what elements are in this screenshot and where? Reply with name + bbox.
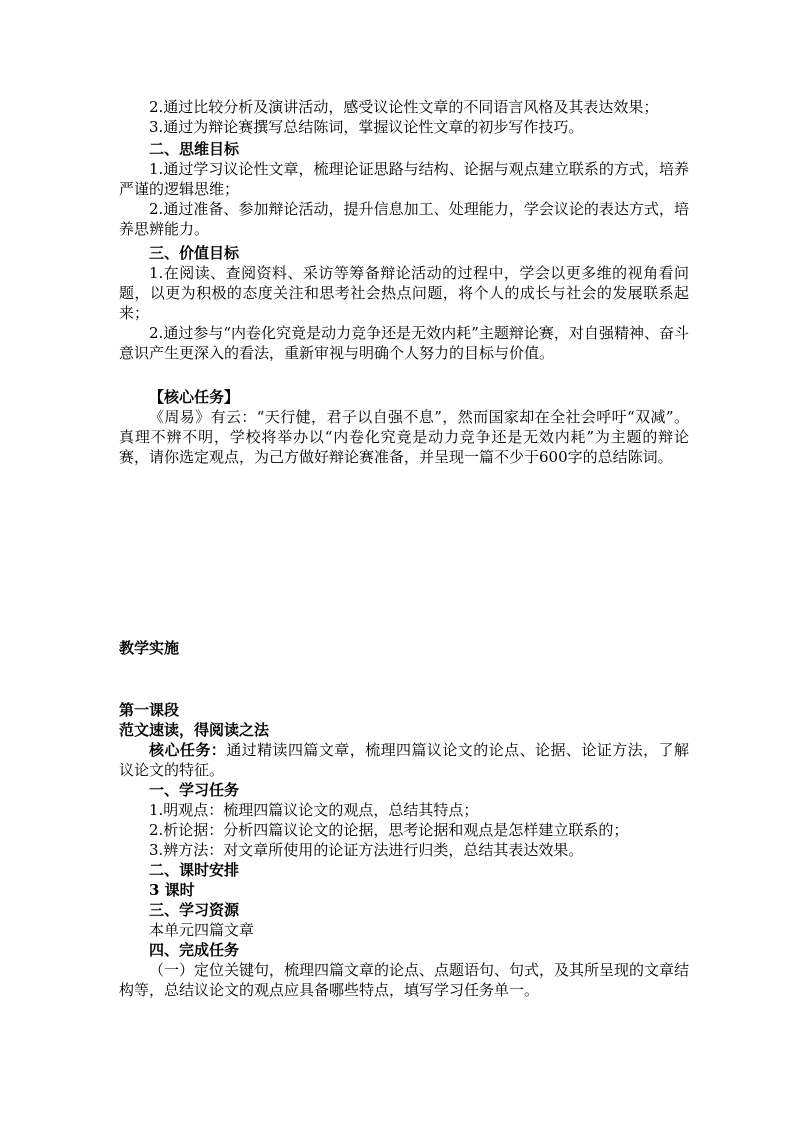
- stage1-core-label: 核心任务：: [149, 741, 227, 759]
- core-task-heading: 【核心任务】: [149, 388, 240, 406]
- implementation-title: 教学实施: [119, 639, 180, 657]
- stage1-task-2: 2.析论据：分析四篇议论文的论据，思考论据和观点是怎样建立联系的；: [149, 821, 629, 839]
- thinking-goals-heading: 二、思维目标: [149, 140, 240, 158]
- value-goals-section: [119, 243, 689, 363]
- skill-goals-section: [119, 97, 689, 137]
- skill-goal-2: 2.通过比较分析及演讲活动，感受议论性文章的不同语言风格及其表达效果；: [149, 98, 659, 116]
- thinking-goal-2: 2.通过准备、参加辩论活动，提升信息加工、处理能力，学会议论的表达方式，培养思辨能力。: [119, 200, 689, 238]
- stage1-heading-1: 一、学习任务: [149, 781, 240, 799]
- stage1-core-text: 通过精读四篇文章，梳理四篇议论文的论点、论据、论证方法，了解议论文的特征。: [119, 741, 689, 779]
- stage1-heading-3: 三、学习资源: [149, 901, 240, 919]
- value-goal-1: 1.在阅读、查阅资料、采访等筹备辩论活动的过程中，学会以更多维的视角看问题，以更为积极的态度关注和思考社会热点问题，将个人的成长与社会的发展联系起来；: [119, 264, 689, 322]
- value-goals-heading: 三、价值目标: [149, 244, 240, 262]
- stage1-subtitle: 范文速读，得阅读之法: [119, 721, 270, 739]
- stage1-heading-2: 二、课时安排: [149, 861, 240, 879]
- stage1-task-3: 3.辨方法：对文章所使用的论证方法进行归类，总结其表达效果。: [149, 841, 584, 859]
- stage1-core-task: [119, 740, 689, 780]
- thinking-goals-section: [119, 139, 689, 239]
- skill-goal-3: 3.通过为辩论赛撰写总结陈词，掌握议论性文章的初步写作技巧。: [149, 118, 584, 136]
- stage1-task-1: 1.明观点：梳理四篇议论文的观点，总结其特点；: [149, 801, 479, 819]
- core-task-text: 《周易》有云：“天行健，君子以自强不息”，然而国家却在全社会呼吁“双减”。真理不辨不明，学校将举办以“内卷化究竟是动力竞争还是无效内耗”为主题的辩论赛，请你选定观点，为己方做好辩论赛准备，并呈现一篇不少于600字的总结陈词。: [119, 408, 689, 466]
- stage1-heading-4: 四、完成任务: [149, 941, 240, 959]
- implementation-section: [119, 638, 689, 658]
- core-task-section: [119, 387, 689, 467]
- stage1-resource: 本单元四篇文章: [149, 921, 255, 939]
- stage1-hours: 3 课时: [149, 881, 195, 899]
- value-goal-2: 2.通过参与“内卷化究竟是动力竞争还是无效内耗”主题辩论赛，对自强精神、奋斗意识产生更深入的看法，重新审视与明确个人努力的目标与价值。: [119, 324, 689, 362]
- stage1-step-1: （一）定位关键句，梳理四篇文章的论点、点题语句、句式，及其所呈现的文章结构等，总结议论文的观点应具备哪些特点，填写学习任务单一。: [119, 961, 690, 999]
- stage1-section: [119, 700, 689, 1000]
- thinking-goal-1: 1.通过学习议论性文章，梳理论证思路与结构、论据与观点建立联系的方式，培养严谨的逻辑思维；: [119, 160, 689, 198]
- stage1-title: 第一课段: [119, 701, 180, 719]
